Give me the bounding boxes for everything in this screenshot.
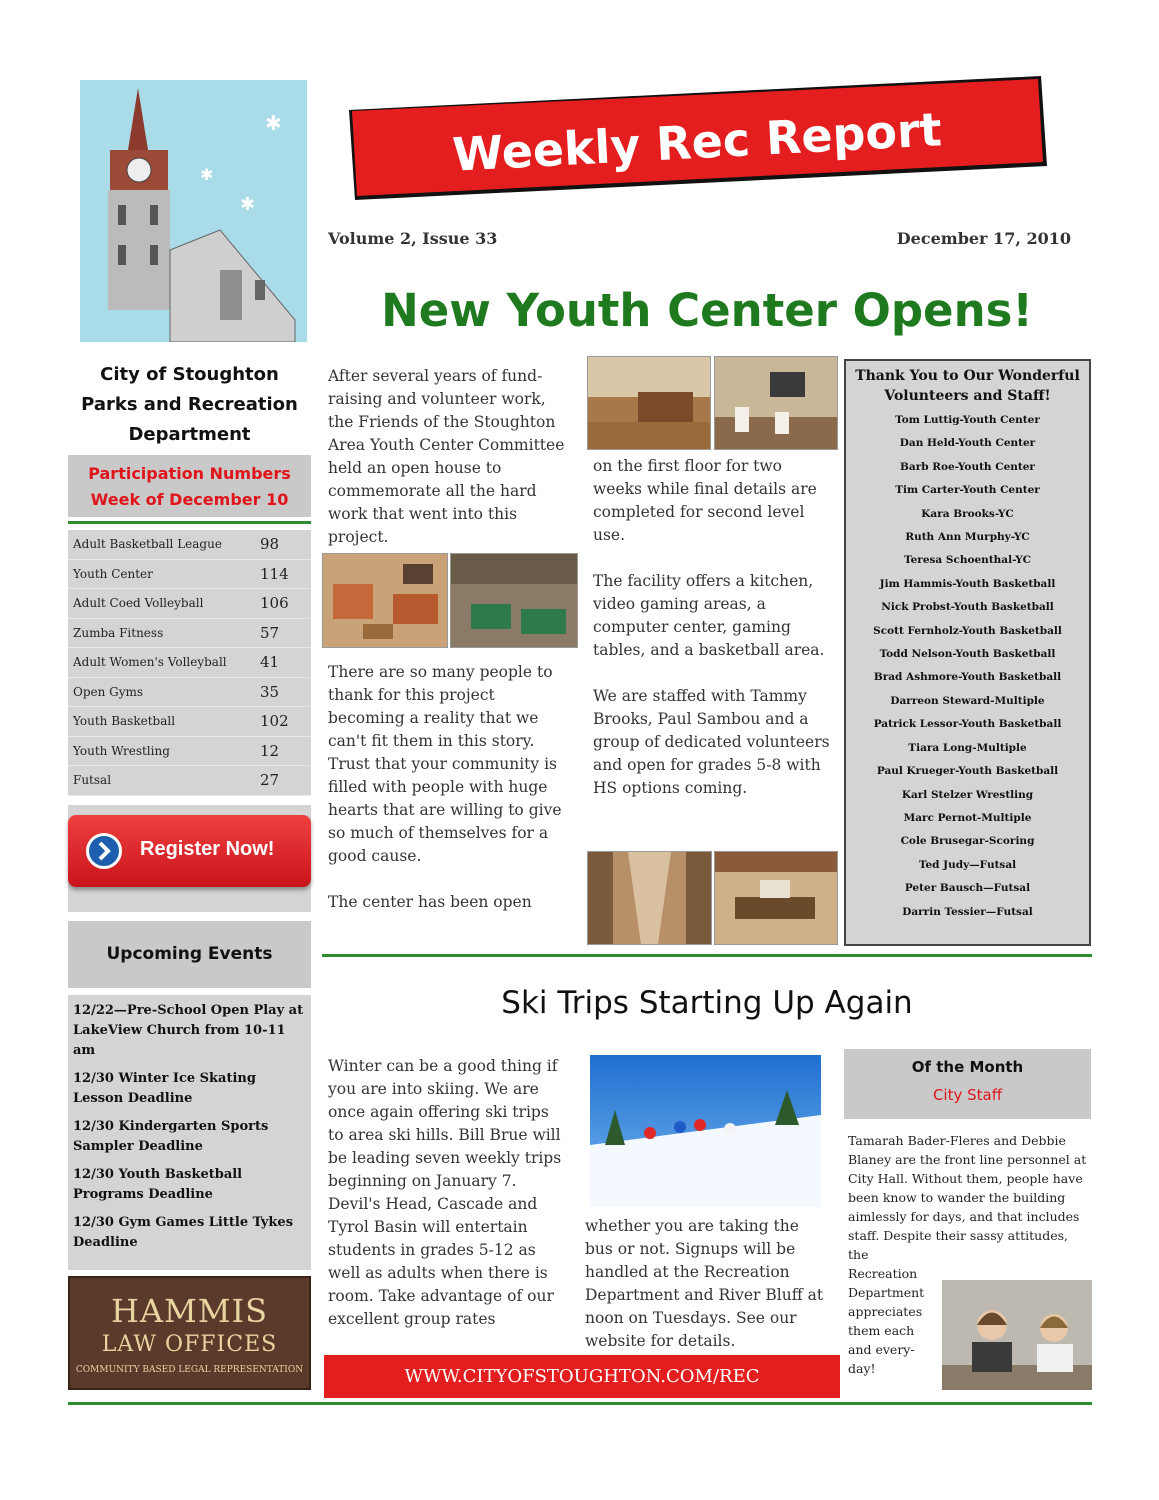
participation-count: 102 xyxy=(260,712,289,731)
ski-article-col1 xyxy=(328,1055,568,1354)
volunteer-name: Dan Held-Youth Center xyxy=(899,437,1036,450)
participation-row xyxy=(68,766,311,796)
volunteer-name: Nick Probst-Youth Basketball xyxy=(881,601,1054,614)
participation-row xyxy=(68,648,311,678)
participation-row xyxy=(68,737,311,767)
upcoming-events-heading: Upcoming Events xyxy=(68,921,311,988)
youth-article-paragraph: There are so many people to thank for this project becoming a reality that we can't fit them in this story. Trust that your community is filled with people with huge hearts that are willing to give so much of themselves for a good cause. xyxy=(328,663,562,865)
participation-count: 106 xyxy=(260,594,289,613)
event-item: 12/30 Kindergarten Sports Sampler Deadline xyxy=(73,1119,269,1154)
participation-count: 35 xyxy=(260,682,280,701)
department-line-3: Department xyxy=(128,424,251,445)
ad-line-1: HAMMIS xyxy=(110,1292,269,1330)
volunteer-name: Kara Brooks-YC xyxy=(921,507,1014,520)
divider xyxy=(322,954,1092,957)
participation-row xyxy=(68,619,311,649)
ad-line-3: COMMUNITY BASED LEGAL REPRESENTATION xyxy=(75,1365,304,1375)
of-the-month-text-side: Recreation Department appreciates them each and every-day! xyxy=(848,1266,925,1376)
youth-article-paragraph: The facility offers a kitchen, video gaming areas, a computer center, gaming tables, and a basketball area. xyxy=(593,572,825,659)
volunteers-box xyxy=(844,359,1091,946)
divider xyxy=(68,521,311,524)
participation-count: 27 xyxy=(260,771,280,790)
youth-article-paragraph: on the first floor for two weeks while final details are completed for second level use. xyxy=(593,457,817,544)
volunteer-name: Brad Ashmore-Youth Basketball xyxy=(873,671,1062,684)
hammis-law-offices-ad[interactable] xyxy=(68,1276,311,1390)
youth-article-paragraph: We are staffed with Tammy Brooks, Paul Sambou and a group of dedicated volunteers and open for grades 5-8 with HS options coming. xyxy=(593,687,830,797)
volunteers-title: Thank You to Our Wonderful Volunteers and Staff! xyxy=(855,368,1080,404)
volunteer-name: Jim Hammis-Youth Basketball xyxy=(879,577,1056,590)
ski-article-col2 xyxy=(585,1215,825,1376)
volunteer-name: Tom Luttig-Youth Center xyxy=(895,414,1040,426)
volunteer-name: Ruth Ann Murphy-YC xyxy=(905,531,1030,544)
svg-text:✱: ✱ xyxy=(240,194,256,215)
title-banner xyxy=(349,76,1047,200)
svg-text:✱: ✱ xyxy=(200,165,214,184)
ad-line-2: LAW OFFICES xyxy=(101,1332,278,1357)
participation-program: Youth Center xyxy=(73,566,153,581)
participation-row xyxy=(68,530,311,560)
of-the-month-subtitle: City Staff xyxy=(932,1086,1003,1104)
register-now-button[interactable] xyxy=(68,815,311,887)
participation-row xyxy=(68,560,311,590)
participation-row xyxy=(68,707,311,737)
classroom-photo xyxy=(714,356,838,450)
youth-article-paragraph: The center has been open xyxy=(328,893,532,911)
participation-program: Open Gyms xyxy=(73,684,144,699)
participation-program: Adult Coed Volleyball xyxy=(73,596,204,611)
event-item: 12/30 Youth Basketball Programs Deadline xyxy=(73,1167,243,1202)
participation-count: 114 xyxy=(260,564,289,583)
website-url[interactable]: WWW.CITYOFSTOUGHTON.COM/REC xyxy=(324,1355,840,1398)
event-item: 12/30 Winter Ice Skating Lesson Deadline xyxy=(73,1071,256,1106)
event-item: 12/22—Pre-School Open Play at LakeView Church from 10-11 am xyxy=(73,1003,304,1058)
volunteer-name: Peter Bausch—Futsal xyxy=(904,882,1031,895)
participation-row xyxy=(68,678,311,708)
report-title: Weekly Rec Report xyxy=(451,102,943,182)
youth-article-paragraph: After several years of fund-raising and volunteer work, the Friends of the Stoughton Area Youth Center Committee held an open house to commemorate all the hard work that went into this project. xyxy=(328,367,565,546)
upcoming-events-list xyxy=(68,995,311,1270)
event-item: 12/30 Gym Games Little Tykes Deadline xyxy=(73,1215,294,1250)
volunteer-name: Karl Stelzer Wrestling xyxy=(901,788,1034,801)
volunteer-name: Ted Judy—Futsal xyxy=(918,858,1017,871)
volunteer-name: Darrin Tessier—Futsal xyxy=(902,905,1033,918)
kitchen-photo xyxy=(587,356,711,450)
participation-count: 12 xyxy=(260,741,280,760)
game-room-photo xyxy=(450,553,578,648)
youth-article-col2 xyxy=(593,455,831,823)
ski-article-paragraph: whether you are taking the bus or not. Signups will be handled at the Recreation Department and River Bluff at noon on Tuesdays. See our website for details. xyxy=(585,1217,824,1350)
department-line-1: City of Stoughton xyxy=(100,364,279,385)
city-staff-photo xyxy=(942,1280,1092,1390)
volunteer-name: Paul Krueger-Youth Basketball xyxy=(876,765,1059,778)
volunteer-name: Tiara Long-Multiple xyxy=(908,741,1027,754)
participation-heading-2: Week of December 10 xyxy=(90,490,289,509)
participation-count: 98 xyxy=(260,535,280,554)
lounge-photo xyxy=(322,553,448,648)
participation-count: 41 xyxy=(260,653,280,672)
volunteer-name: Tim Carter-Youth Center xyxy=(895,484,1040,497)
divider xyxy=(68,1402,1092,1405)
ski-headline: Ski Trips Starting Up Again xyxy=(501,985,913,1021)
participation-program: Youth Wrestling xyxy=(73,743,170,758)
participation-program: Adult Basketball League xyxy=(73,537,222,552)
volunteer-name: Barb Roe-Youth Center xyxy=(900,460,1035,473)
of-the-month-box xyxy=(844,1049,1091,1119)
volunteer-name: Cole Brusegar-Scoring xyxy=(900,835,1035,848)
computer-room-photo xyxy=(714,851,838,945)
participation-program: Youth Basketball xyxy=(73,714,176,729)
ski-article-paragraph: Winter can be a good thing if you are into skiing. We are once again offering ski trips to area ski hills. Bill Brue will be leading seven weekly trips beginning on January 7. Devil's Head, Cascade and Tyrol Basin will entertain students in grades 5-12 as well as adults when there is room. Take advantage of our excellent group rates xyxy=(328,1057,562,1328)
volunteer-name: Darreon Steward-Multiple xyxy=(890,694,1045,707)
participation-row xyxy=(68,589,311,619)
volunteer-name: Patrick Lessor-Youth Basketball xyxy=(873,718,1062,731)
volunteer-name: Teresa Schoenthal-YC xyxy=(904,554,1031,567)
volunteers-list xyxy=(850,409,1085,924)
participation-heading xyxy=(68,455,311,517)
skiers-photo xyxy=(590,1055,821,1207)
clock-tower-logo xyxy=(80,80,307,342)
register-now-label: Register Now! xyxy=(140,838,275,860)
svg-text:✱: ✱ xyxy=(265,111,282,135)
of-the-month-title: Of the Month xyxy=(911,1058,1024,1076)
register-area xyxy=(68,805,311,912)
chevron-right-icon xyxy=(86,833,122,869)
volunteer-name: Todd Nelson-Youth Basketball xyxy=(879,648,1056,661)
youth-article-col1-top xyxy=(328,365,573,572)
department-name xyxy=(68,360,311,450)
participation-program: Futsal xyxy=(73,773,112,788)
participation-count: 57 xyxy=(260,623,280,642)
issue-date: December 17, 2010 xyxy=(896,229,1071,248)
participation-table xyxy=(68,530,311,796)
youth-article-col1-bottom xyxy=(328,661,573,937)
participation-program: Zumba Fitness xyxy=(73,625,164,640)
department-line-2: Parks and Recreation xyxy=(81,394,298,415)
volume-issue: Volume 2, Issue 33 xyxy=(328,229,498,248)
participation-heading-1: Participation Numbers xyxy=(88,464,291,483)
hallway-photo xyxy=(587,851,712,945)
volunteer-name: Marc Pernot-Multiple xyxy=(903,811,1032,824)
volunteer-name: Scott Fernholz-Youth Basketball xyxy=(873,624,1062,637)
participation-program: Adult Women's Volleyball xyxy=(73,655,227,670)
of-the-month-text: Tamarah Bader-Fleres and Debbie Blaney are the front line personnel at City Hall. Without them, people have been know to wander the building aimlessly for days, and that includes staff. Despite their sassy attitudes, the xyxy=(848,1133,1087,1262)
main-headline: New Youth Center Opens! xyxy=(381,284,1033,337)
